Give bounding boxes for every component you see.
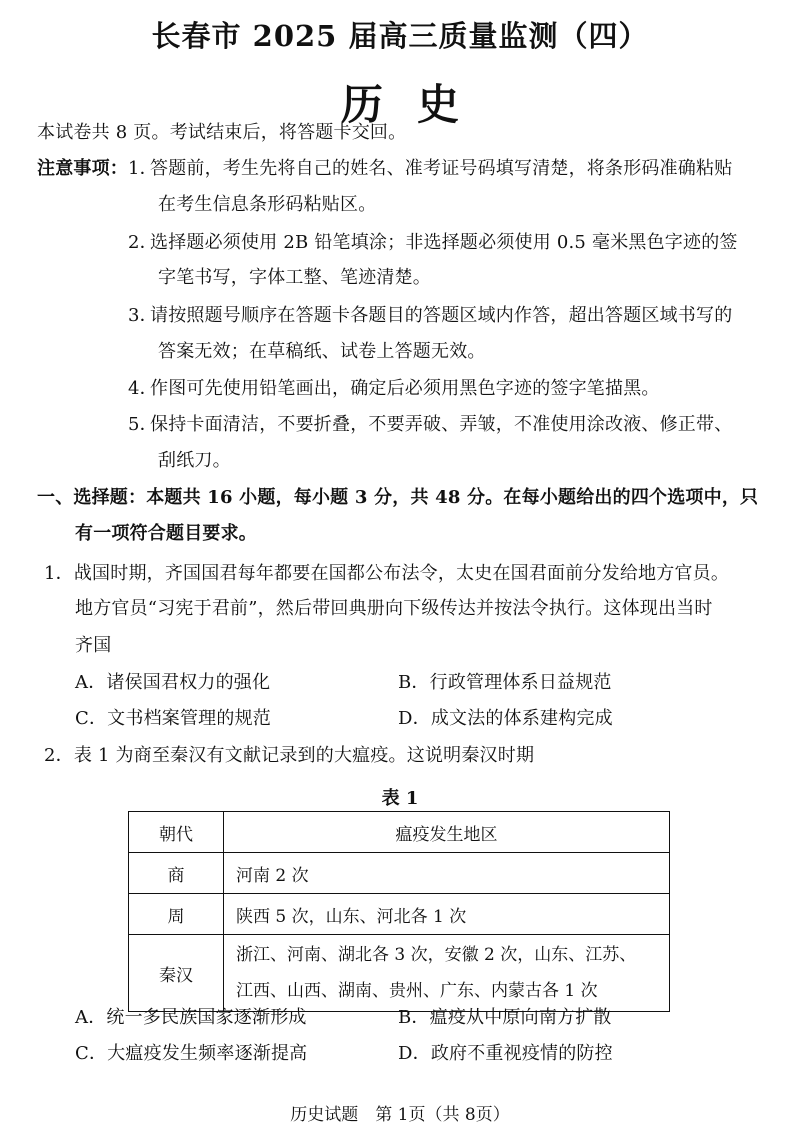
question-1-stem-line: 1．战国时期，齐国国君每年都要在国都公布法令，太史在国君面前分发给地方官员。 (44, 563, 730, 584)
notice-item-line: 答题前，考生先将自己的姓名、准考证号码填写清楚，将条形码准确粘贴 (150, 158, 733, 179)
table-header-region: 瘟疫发生地区 (224, 812, 670, 853)
notice-item-number: 3． (128, 305, 158, 326)
table-cell-regions: 陕西 5 次，山东、河北各 1 次 (224, 894, 670, 935)
section-heading: 一、选择题：本题共 16 小题，每小题 3 分，共 48 分。在每小题给出的四个选项中，只 (37, 487, 759, 508)
notice-item-1 (128, 158, 732, 180)
notice-item-4 (128, 378, 660, 400)
table-cell-dynasty: 周 (129, 894, 224, 935)
table-cell-regions-line: 江西、山西、湖南、贵州、广东、内蒙古各 1 次 (236, 981, 598, 1001)
table-header-dynasty: 朝代 (129, 812, 224, 853)
epidemic-table (128, 811, 670, 1012)
notice-item-line: 作图可先使用铅笔画出，确定后必须用黑色字迹的签字笔描黑。 (150, 378, 660, 399)
table-cell-regions: 河南 2 次 (224, 853, 670, 894)
notice-item-number: 1． (128, 158, 158, 179)
notice-item-line: 在考生信息条形码粘贴区。 (158, 194, 377, 215)
table-row (129, 853, 670, 894)
question-1-option-d: D．成文法的体系建构完成 (398, 708, 613, 729)
notice-item-line: 选择题必须使用 2B 铅笔填涂；非选择题必须使用 0.5 毫米黑色字迹的签 (150, 232, 738, 253)
table-cell-dynasty: 商 (129, 853, 224, 894)
question-1-option-a: A．诸侯国君权力的强化 (75, 672, 271, 693)
question-2-stem: 2．表 1 为商至秦汉有文献记录到的大瘟疫。这说明秦汉时期 (44, 745, 535, 766)
question-2-option-b: B．瘟疫从中原向南方扩散 (398, 1007, 612, 1028)
notice-item-number: 5． (128, 414, 158, 435)
table-row (129, 894, 670, 935)
question-1-stem-line: 地方官员“习宪于君前”，然后带回典册向下级传达并按法令执行。这体现出当时 (75, 598, 713, 619)
notice-item-2 (128, 232, 738, 254)
exam-title: 长春市 2025 届高三质量监测（四） (151, 19, 649, 53)
intro-text: 本试卷共 8 页。考试结束后，将答题卡交回。 (37, 122, 407, 143)
notice-item-line: 刮纸刀。 (158, 450, 231, 471)
table-header-row (129, 812, 670, 853)
notice-item-line: 字笔书写，字体工整、笔迹清楚。 (158, 267, 431, 288)
notice-item-3 (128, 305, 732, 327)
question-1-option-c: C．文书档案管理的规范 (75, 708, 271, 729)
table-cell-regions-line: 浙江、河南、湖北各 3 次，安徽 2 次，山东、江苏、 (236, 945, 637, 965)
subject-title: 历史 (340, 80, 493, 129)
table-row (129, 935, 670, 1012)
question-1-option-b: B．行政管理体系日益规范 (398, 672, 612, 693)
page-footer: 历史试题 第 1页（共 8页） (290, 1105, 510, 1125)
notice-label: 注意事项： (37, 158, 128, 179)
notice-item-line: 答案无效；在草稿纸、试卷上答题无效。 (158, 341, 486, 362)
table-cell-regions (224, 935, 670, 1012)
table-caption: 表 1 (381, 788, 419, 809)
question-1-stem-line: 齐国 (75, 635, 112, 656)
question-2-option-c: C．大瘟疫发生频率逐渐提高 (75, 1043, 308, 1064)
notice-item-line: 保持卡面清洁，不要折叠，不要弄破、弄皱，不准使用涂改液、修正带、 (150, 414, 733, 435)
table-cell-dynasty: 秦汉 (129, 935, 224, 1012)
section-heading-cont: 有一项符合题目要求。 (75, 523, 257, 544)
notice-item-line: 请按照题号顺序在答题卡各题目的答题区域内作答，超出答题区域书写的 (150, 305, 733, 326)
notice-item-number: 2． (128, 232, 158, 253)
notice-item-number: 4． (128, 378, 158, 399)
notice-item-5 (128, 414, 732, 436)
question-2-option-a: A．统一多民族国家逐渐形成 (75, 1007, 307, 1028)
question-2-option-d: D．政府不重视疫情的防控 (398, 1043, 613, 1064)
